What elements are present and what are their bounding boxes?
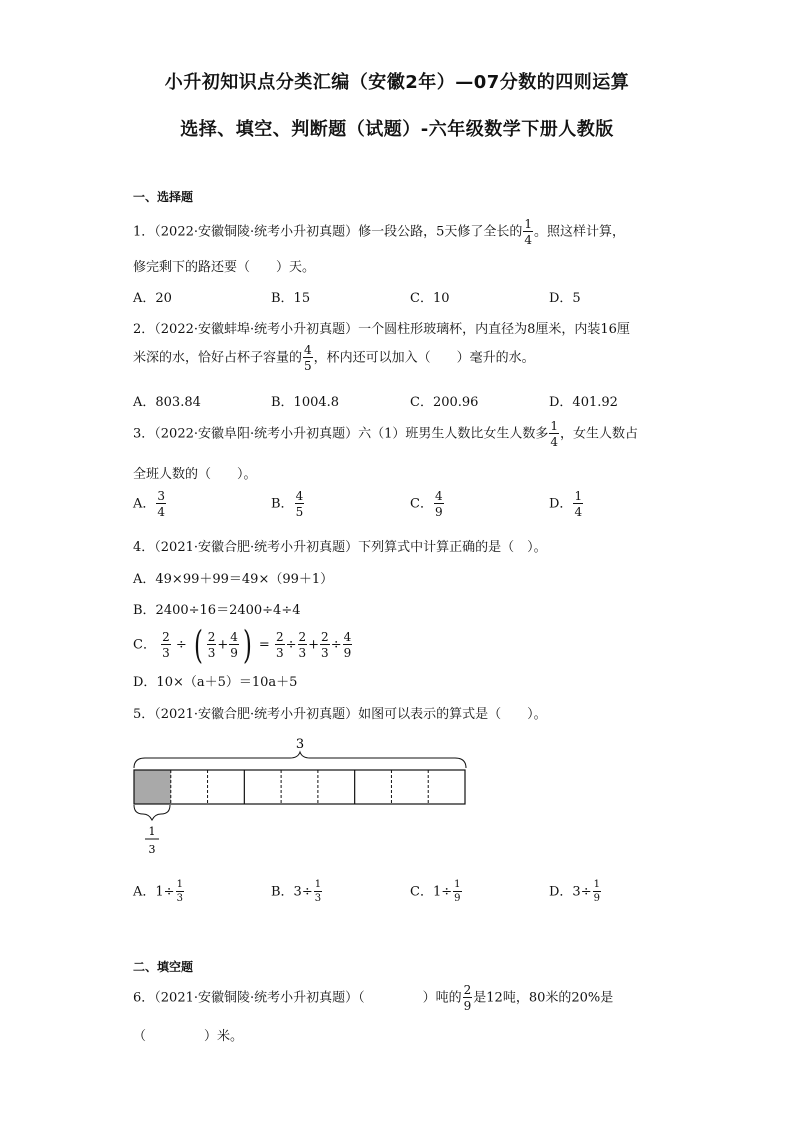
numerator: 1 xyxy=(550,419,559,433)
q2-option-c[interactable]: C．200.96 xyxy=(410,395,479,410)
q4-option-c[interactable] xyxy=(133,623,353,667)
q4-option-b[interactable]: B．2400÷16＝2400÷4÷4 xyxy=(133,603,301,618)
right-paren: ) xyxy=(242,623,252,667)
fraction xyxy=(295,490,305,518)
option-label: B． xyxy=(271,496,294,512)
numerator: 2 xyxy=(463,983,472,997)
question-5-line-1: 5．（2021·安徽合肥·统考小升初真题）如图可以表示的算式是（ ）。 xyxy=(133,707,547,722)
question-4-line-1: 4．（2021·安徽合肥·统考小升初真题）下列算式中计算正确的是（ ）。 xyxy=(133,540,547,555)
question-1-line-1 xyxy=(133,218,625,246)
bottom-brace xyxy=(134,805,170,820)
option-label: C． xyxy=(410,496,433,512)
fraction xyxy=(523,218,533,246)
q5-option-c[interactable] xyxy=(410,880,463,904)
plus-sign: + xyxy=(308,637,320,653)
fraction xyxy=(207,631,217,659)
denominator: 4 xyxy=(157,505,166,519)
numerator: 3 xyxy=(157,489,166,503)
question-1-text: 。照这样计算， xyxy=(534,224,626,240)
option-label: C． xyxy=(133,637,156,653)
option-label: A． xyxy=(133,496,156,512)
numerator: 1 xyxy=(574,489,583,503)
fraction xyxy=(314,880,322,904)
denominator: 9 xyxy=(434,505,443,519)
denominator: 4 xyxy=(550,435,559,449)
fraction xyxy=(303,344,313,372)
fraction xyxy=(229,631,239,659)
numerator: 4 xyxy=(343,630,352,644)
denominator: 3 xyxy=(321,646,329,660)
diagram-top-label: 3 xyxy=(295,737,305,752)
numerator: 2 xyxy=(321,630,329,644)
left-paren: ( xyxy=(193,623,203,667)
q3-option-a[interactable] xyxy=(133,490,167,518)
divide-sign: ÷ xyxy=(285,637,297,653)
numerator: 1 xyxy=(314,879,322,890)
q5-option-d[interactable] xyxy=(549,880,602,904)
fraction-bar-diagram xyxy=(125,732,475,862)
q2-option-d[interactable]: D．401.92 xyxy=(549,395,618,410)
question-6-line-2 xyxy=(133,1025,243,1044)
denominator: 3 xyxy=(162,646,170,660)
plus-sign: + xyxy=(217,637,229,653)
option-label: B．3÷ xyxy=(271,884,313,900)
fraction xyxy=(593,880,601,904)
q4-option-d[interactable]: D．10×（a＋5）＝10a＋5 xyxy=(133,675,298,690)
fraction xyxy=(434,490,444,518)
bar-outline xyxy=(134,770,465,804)
denominator: 3 xyxy=(207,646,216,660)
q2-option-b[interactable]: B．1004.8 xyxy=(271,395,340,410)
numerator: 4 xyxy=(295,489,304,503)
question-6-text: （ xyxy=(133,1029,147,1044)
option-label: C．1÷ xyxy=(410,884,453,900)
q1-option-a[interactable]: A．20 xyxy=(133,291,172,306)
q1-option-b[interactable]: B．15 xyxy=(271,291,311,306)
numerator: 4 xyxy=(304,343,312,357)
question-1-text: 1．（2022·安徽铜陵·统考小升初真题）修一段公路，5天修了全长的 xyxy=(133,224,523,240)
fraction xyxy=(275,631,285,659)
fraction xyxy=(161,631,171,659)
question-6-text: ）米。 xyxy=(204,1029,244,1044)
section-heading-fill: 二、填空题 xyxy=(133,960,194,974)
fraction xyxy=(176,880,184,904)
numerator: 1 xyxy=(176,879,183,890)
option-label: D． xyxy=(549,496,573,512)
fraction xyxy=(453,880,461,904)
fraction xyxy=(463,984,473,1012)
denominator: 9 xyxy=(463,999,472,1013)
bottom-denominator: 3 xyxy=(148,843,156,856)
question-1-line-2: 修完剩下的路还要（ ）天。 xyxy=(133,260,316,275)
divide-sign: ÷ xyxy=(330,637,342,653)
denominator: 3 xyxy=(275,646,284,660)
question-3-text: 3．（2022·安徽阜阳·统考小升初真题）六（1）班男生人数比女生人数多 xyxy=(133,426,549,442)
denominator: 3 xyxy=(176,893,183,904)
question-6-text: ）吨的 xyxy=(422,990,462,1006)
divide-sign: ÷ xyxy=(175,637,187,653)
denominator: 4 xyxy=(524,233,533,247)
denominator: 5 xyxy=(304,359,312,373)
numerator: 1 xyxy=(593,879,600,890)
denominator: 9 xyxy=(343,646,352,660)
top-brace xyxy=(134,752,466,768)
option-label: A．1÷ xyxy=(133,884,175,900)
fraction xyxy=(156,490,166,518)
denominator: 9 xyxy=(593,893,600,904)
question-6-line-1 xyxy=(133,984,613,1012)
q5-option-a[interactable] xyxy=(133,880,185,904)
denominator: 5 xyxy=(295,505,304,519)
section-heading-choice: 一、选择题 xyxy=(133,190,194,204)
page-title-line-1: 小升初知识点分类汇编（安徽2年）—07分数的四则运算 xyxy=(164,72,630,93)
numerator: 2 xyxy=(275,630,284,644)
q1-option-c[interactable]: C．10 xyxy=(410,291,450,306)
q3-option-b[interactable] xyxy=(271,490,305,518)
q3-option-d[interactable] xyxy=(549,490,584,518)
q2-option-a[interactable]: A．803.84 xyxy=(133,395,201,410)
question-6-text: 6．（2021·安徽铜陵·统考小升初真题）（ xyxy=(133,990,365,1006)
page-title-line-2: 选择、填空、判断题（试题）-六年级数学下册人教版 xyxy=(180,119,614,140)
fraction xyxy=(549,420,559,448)
bottom-numerator: 1 xyxy=(148,825,156,838)
numerator: 2 xyxy=(298,630,307,644)
bar-segments xyxy=(134,770,465,804)
numerator: 2 xyxy=(207,630,216,644)
question-3-line-1 xyxy=(133,420,638,448)
fraction xyxy=(343,631,353,659)
shaded-part xyxy=(134,770,171,804)
q1-option-d[interactable]: D．5 xyxy=(549,291,581,306)
q5-option-b[interactable] xyxy=(271,880,323,904)
denominator: 3 xyxy=(298,646,307,660)
question-3-text: ，女生人数占 xyxy=(560,426,639,442)
fraction xyxy=(298,631,308,659)
question-2-line-2 xyxy=(133,344,535,372)
denominator: 9 xyxy=(454,893,461,904)
question-6-text: 是12吨，80米的20%是 xyxy=(473,990,614,1006)
denominator: 3 xyxy=(314,893,322,904)
q3-option-c[interactable] xyxy=(410,490,445,518)
fraction xyxy=(573,490,583,518)
numerator: 4 xyxy=(434,489,443,503)
numerator: 2 xyxy=(162,630,170,644)
question-2-text: ，杯内还可以加入（ ）毫升的水。 xyxy=(313,350,535,366)
fraction xyxy=(320,631,330,659)
option-label: D．3÷ xyxy=(549,884,592,900)
denominator: 4 xyxy=(574,505,583,519)
numerator: 4 xyxy=(230,630,238,644)
equals-sign: = xyxy=(258,637,270,653)
question-3-line-2: 全班人数的（ ）。 xyxy=(133,467,257,482)
question-2-line-1: 2．（2022·安徽蚌埠·统考小升初真题）一个圆柱形玻璃杯，内直径为8厘米，内装16厘 xyxy=(133,322,630,337)
question-2-text: 米深的水，恰好占杯子容量的 xyxy=(133,350,303,366)
numerator: 1 xyxy=(524,217,533,231)
numerator: 1 xyxy=(454,879,461,890)
denominator: 9 xyxy=(230,646,238,660)
q4-option-a[interactable]: A．49×99＋99＝49×（99＋1） xyxy=(133,572,334,587)
